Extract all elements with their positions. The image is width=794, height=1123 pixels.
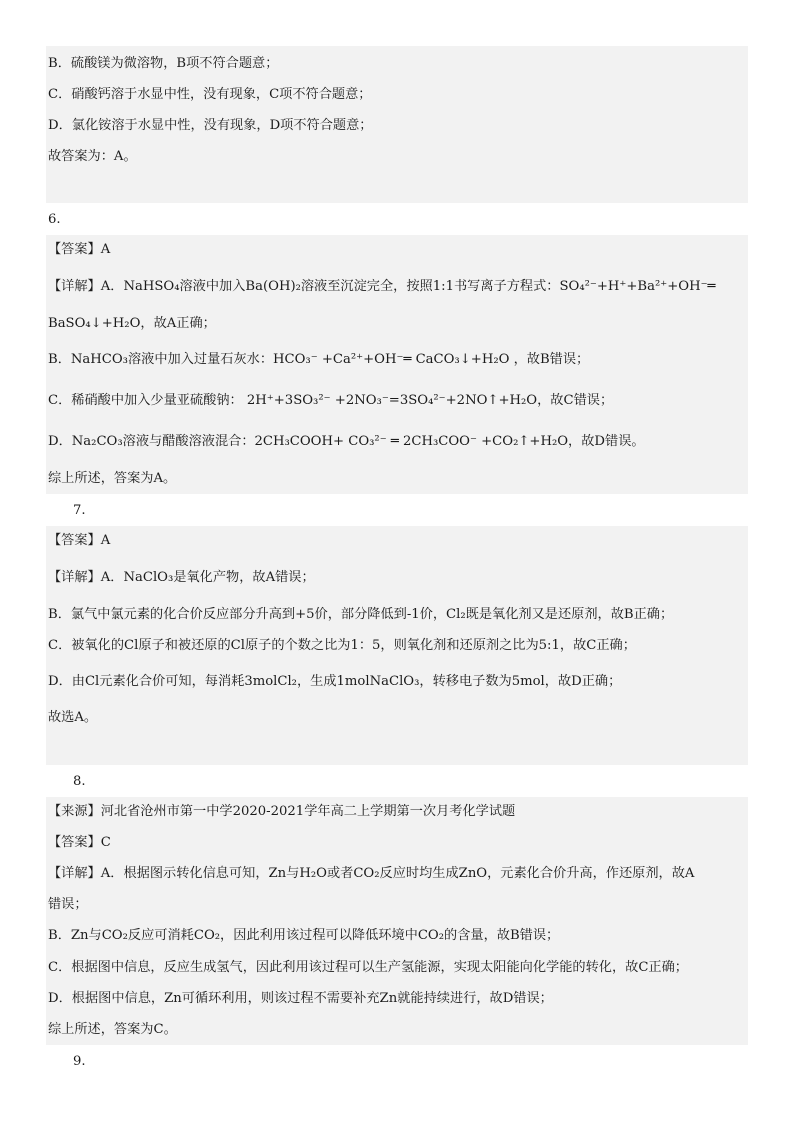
q6-detail-a-2: BaSO₄↓+H₂O，故A正确； <box>48 316 216 331</box>
q7-number: 7. <box>73 503 86 518</box>
q8-detail-c: C．根据图中信息，反应生成氢气，因此利用该过程可以生产氢能源，实现太阳能向化学能的转化，故C正确； <box>48 960 688 975</box>
q6-detail-c: C．稀硝酸中加入少量亚硫酸钠： 2H⁺+3SO₃²⁻ +2NO₃⁻=3SO₄²⁻+2NO↑+H₂O，故C错误； <box>48 393 614 408</box>
q6-number: 6. <box>48 212 61 227</box>
q5-line-c: C．硝酸钙溶于水显中性，没有现象，C项不符合题意； <box>48 87 372 102</box>
q8-detail-d: D．根据图中信息，Zn可循环利用，则该过程不需要补充Zn就能持续进行，故D错误； <box>48 991 553 1006</box>
q8-detail-a-1: 【详解】A．根据图示转化信息可知，Zn与H₂O或者CO₂反应时均生成ZnO，元素化合价升高，作还原剂，故A <box>48 866 695 881</box>
q6-detail-a-1: 【详解】A．NaHSO₄溶液中加入Ba(OH)₂溶液至沉淀完全，按照1:1书写离子方程式：SO₄²⁻+H⁺+Ba²⁺+OH⁻═ <box>48 279 716 294</box>
q8-source: 【来源】河北省沧州市第一中学2020-2021学年高二上学期第一次月考化学试题 <box>48 804 516 819</box>
q6-detail-b: B．NaHCO₃溶液中加入过量石灰水：HCO₃⁻ +Ca²⁺+OH⁻═ CaCO₃↓+H₂O ，故B错误； <box>48 352 590 367</box>
q7-detail-a: 【详解】A．NaClO₃是氧化产物，故A错误； <box>48 570 315 585</box>
q8-answer: 【答案】C <box>48 835 111 850</box>
q8-detail-a-2: 错误； <box>48 897 88 912</box>
q9-number: 9. <box>73 1054 86 1069</box>
q6-detail-d: D．Na₂CO₃溶液与醋酸溶液混合：2CH₃COOH+ CO₃²⁻ ═ 2CH₃COO⁻ +CO₂↑+H₂O，故D错误。 <box>48 434 645 449</box>
q8-number: 8. <box>73 774 86 789</box>
q6-answer: 【答案】A <box>48 242 111 257</box>
q7-summary: 故选A。 <box>48 710 98 725</box>
q6-summary: 综上所述，答案为A。 <box>48 471 177 486</box>
q5-summary: 故答案为：A。 <box>48 149 137 164</box>
q5-line-b: B．硫酸镁为微溶物，B项不符合题意； <box>48 56 279 71</box>
q8-detail-b: B．Zn与CO₂反应可消耗CO₂，因此利用该过程可以降低环境中CO₂的含量，故B错误； <box>48 928 560 943</box>
q5-line-d: D．氯化铵溶于水显中性，没有现象，D项不符合题意； <box>48 118 373 133</box>
q7-detail-d: D．由Cl元素化合价可知，每消耗3molCl₂，生成1molNaClO₃，转移电子数为5mol，故D正确； <box>48 674 622 689</box>
q8-summary: 综上所述，答案为C。 <box>48 1022 177 1037</box>
q7-answer: 【答案】A <box>48 533 111 548</box>
q7-detail-c: C．被氧化的Cl原子和被还原的Cl原子的个数之比为1：5，则氧化剂和还原剂之比为5:1，故C正确； <box>48 638 636 653</box>
q7-detail-b: B．氯气中氯元素的化合价反应部分升高到+5价，部分降低到-1价，Cl₂既是氧化剂又是还原剂，故B正确； <box>48 607 674 622</box>
